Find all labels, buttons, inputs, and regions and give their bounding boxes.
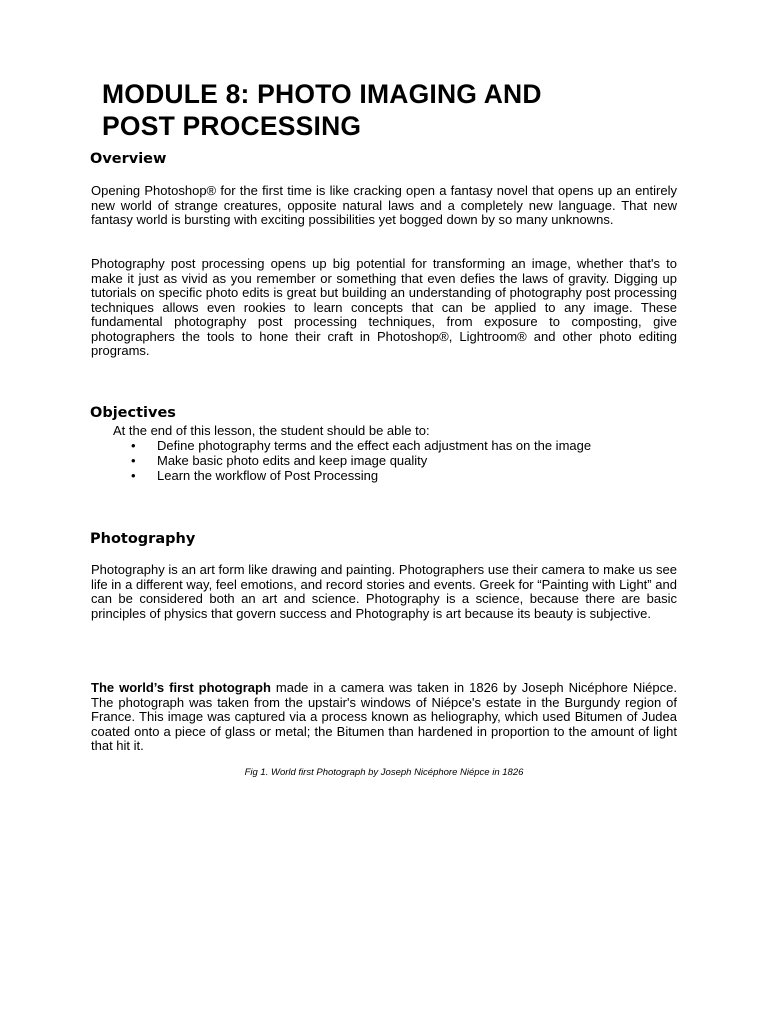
module-title-line-2: POST PROCESSING [102, 111, 362, 141]
first-photograph-paragraph [91, 681, 677, 754]
module-title-line-1: MODULE 8: PHOTO IMAGING AND [102, 79, 542, 109]
objectives-heading: Objectives [90, 405, 176, 421]
overview-paragraph-1: Opening Photoshop® for the first time is like cracking open a fantasy novel that opens up an entirely new world of strange creatures, opposite natural laws and a completely new language. That new fantasy world is bursting with exciting possibilities yet bogged down by so many unknowns. [91, 183, 677, 227]
figure-caption: Fig 1. World first Photograph by Joseph Nicéphore Niépce in 1826 [244, 767, 524, 778]
overview-heading: Overview [90, 151, 167, 167]
objective-item-text: Define photography terms and the effect each adjustment has on the image [157, 438, 592, 453]
objective-item [131, 468, 591, 483]
photography-paragraph-1: Photography is an art form like drawing and painting. Photographers use their camera to make us see life in a different way, feel emotions, and record stories and events. Greek for “Painting with Light” and can be considered both an art and science. Photography is a science, because there are basic principles of physics that govern success and Photography is art because its beauty is subjective. [91, 562, 677, 621]
objective-item [131, 453, 591, 468]
module-title [102, 78, 702, 142]
first-photograph-lead: The world’s first photograph [91, 680, 271, 695]
objective-item-text: Learn the workflow of Post Processing [157, 468, 379, 483]
first-photograph-text: made in a camera was taken in 1826 by Joseph Nicéphore Niépce. The photograph was taken from the upstair's windows of Niépce's estate in the Burgundy region of France. This image was captured via a process known as heliography, which used Bitumen of Judea coated onto a piece of glass or metal; the Bitumen than hardened in proportion to the amount of light that hit it. [91, 680, 677, 753]
bullet-icon: • [131, 438, 136, 453]
photography-heading: Photography [90, 531, 196, 547]
overview-paragraph-2: Photography post processing opens up big potential for transforming an image, whether that's to make it just as vivid as you remember or something that even defies the laws of gravity. Digging up tutorials on specific photo edits is great but building an understanding of photography post processing techniques allows even rookies to learn concepts that can be applied to any image. These fundamental photography post processing techniques, from exposure to composting, give photographers the tools to hone their craft in Photoshop®, Lightroom® and other photo editing programs. [91, 256, 677, 358]
objectives-list [131, 438, 591, 483]
bullet-icon: • [131, 468, 136, 483]
objectives-intro: At the end of this lesson, the student should be able to: [113, 423, 430, 438]
objective-item-text: Make basic photo edits and keep image quality [157, 453, 428, 468]
bullet-icon: • [131, 453, 136, 468]
objective-item [131, 438, 591, 453]
